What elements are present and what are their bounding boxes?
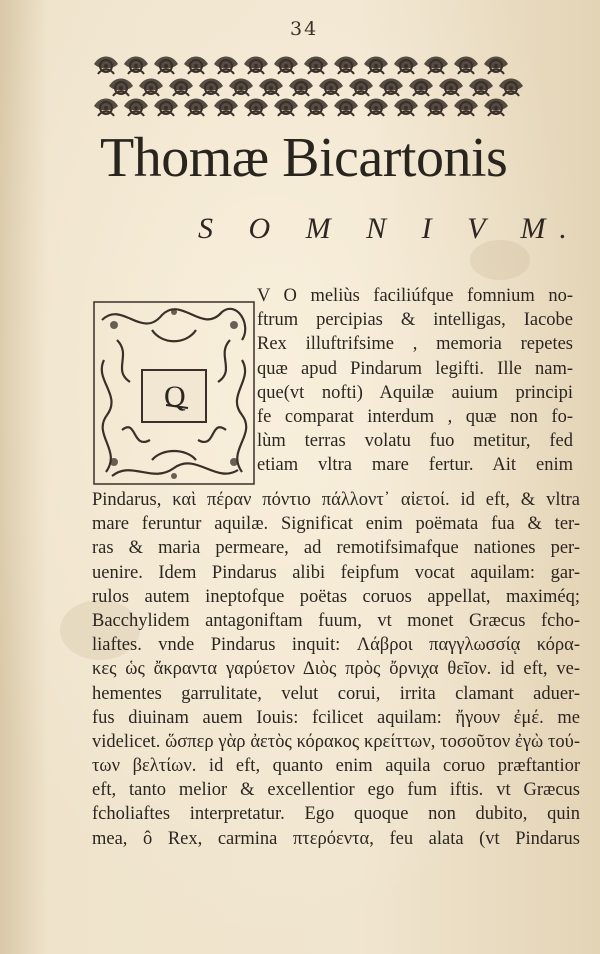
paragraph-body	[92, 488, 580, 851]
text-line: etiam vltra mare fertur. Ait enim	[257, 455, 573, 476]
text-line: fe comparat interdum , quæ non fo-	[257, 406, 573, 427]
text-line: eft, tanto melior & excellentior ego fum iftis. vt Græcus	[92, 780, 580, 801]
text-line: Rex illuftrifsime , memoria repetes	[257, 334, 573, 355]
text-line: mea, ô Rex, carmina πτερόεντα, feu alata (vt Pindarus	[92, 828, 580, 849]
page-number: 34	[290, 18, 319, 40]
text-line: fcholiaftes interpretatur. Ego quoque non dubito, quin	[92, 804, 580, 825]
paragraph-wrapped	[257, 284, 573, 478]
text-line: hementes garrulitate, velut corui, irrita clamant aduer-	[92, 683, 580, 704]
page-title: Thomæ Bicartonis	[100, 127, 508, 189]
text-line: liaftes. vnde Pindarus inquit: Λάβροι παγγλωσσίᾳ κόρα-	[92, 635, 580, 656]
text-line: videlicet. ὥσπερ γὰρ ἀετὸς κόρακος κρείττων, τοσοῦτον ἐγὼ τού-	[92, 731, 580, 752]
text-line: V O meliùs faciliúfque fomnium no-	[257, 286, 573, 306]
text-line: Pindarus, καὶ πέραν πόντιο πάλλοντ᾽ αἰετοί. id eft, & vltra	[92, 490, 580, 510]
paper-stain	[470, 240, 530, 280]
initial-letter: Q	[164, 380, 186, 413]
text-line: quæ apud Pindarum legifti. Ille nam-	[257, 358, 573, 379]
text-line: fus diuinam auem Iouis: fcilicet aquilam: ἤγουν ἐμέ. me	[92, 707, 580, 728]
section-title: S O M N I V M.	[198, 212, 581, 245]
text-line: Bacchylidem antagoniftam fuum, vt monet Græcus fcho-	[92, 610, 580, 631]
decorative-headpiece	[88, 46, 526, 120]
text-line: que(vt nofti) Aquilæ auium principi	[257, 382, 573, 403]
text-line: mare feruntur aquilæ. Significat enim poëmata fua & ter-	[92, 514, 580, 535]
text-line: lùm terras volatu fuo metitur, fed	[257, 431, 573, 452]
text-line: ftrum percipias & intelligas, Iacobe	[257, 310, 573, 331]
text-line: κες ὡς ἄκραντα γαρύετον Διὸς πρὸς ὄρνιχα θεῖον. id eft, ve-	[92, 659, 580, 680]
text-line: των βελτίων. id eft, quanto enim aquila coruo præftantior	[92, 756, 580, 777]
decorated-initial	[92, 300, 256, 486]
text-line: ras & maria permeare, ad remotifsimafque nationes per-	[92, 538, 580, 559]
text-line: rulos autem ineptofque poëtas coruos appellat, maximéq;	[92, 586, 580, 607]
text-line: uenire. Idem Pindarus alibi feipfum vocat aquilam: gar-	[92, 562, 580, 583]
